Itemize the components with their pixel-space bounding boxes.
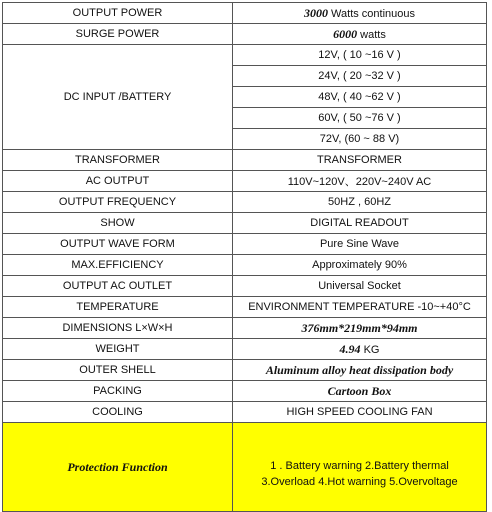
spec-value-outer-shell: Aluminum alloy heat dissipation body [233,360,487,381]
spec-value-ac-output: 110V~120V、220V~240V AC [233,171,487,192]
spec-label-output-power: OUTPUT POWER [3,3,233,24]
table-row [3,276,487,297]
protection-label: Protection Function [3,423,233,512]
spec-value-cooling: HIGH SPEED COOLING FAN [233,402,487,423]
table-row [3,318,487,339]
output-power-number: 3000 [303,5,328,20]
spec-value-dc-60v: 60V, ( 50 ~76 V ) [233,108,487,129]
spec-label-output-frequency: OUTPUT FREQUENCY [3,192,233,213]
table-row [3,192,487,213]
spec-value-transformer: TRANSFORMER [233,150,487,171]
spec-label-weight: WEIGHT [3,339,233,360]
protection-line-1: 1 . Battery warning 2.Battery thermal [270,460,449,472]
weight-number: 4.94 [339,341,361,356]
spec-label-surge-power: SURGE POWER [3,24,233,45]
spec-label-show: SHOW [3,213,233,234]
table-row [3,339,487,360]
spec-value-ac-outlet: Universal Socket [233,276,487,297]
spec-value-output-power [233,3,487,24]
spec-value-dc-24v: 24V, ( 20 ~32 V ) [233,66,487,87]
table-row [3,381,487,402]
spec-value-wave-form: Pure Sine Wave [233,234,487,255]
spec-value-output-frequency: 50HZ , 60HZ [233,192,487,213]
table-row [3,213,487,234]
table-row [3,297,487,318]
table-row [3,360,487,381]
spec-label-outer-shell: OUTER SHELL [3,360,233,381]
protection-line-2: 3.Overload 4.Hot warning 5.Overvoltage [261,476,458,488]
table-row [3,234,487,255]
table-row-protection [3,423,487,512]
spec-value-packing: Cartoon Box [233,381,487,402]
spec-label-cooling: COOLING [3,402,233,423]
spec-value-dc-48v: 48V, ( 40 ~62 V ) [233,87,487,108]
table-row [3,402,487,423]
surge-power-number: 6000 [333,26,358,41]
spec-label-dimensions: DIMENSIONS L×W×H [3,318,233,339]
spec-label-temperature: TEMPERATURE [3,297,233,318]
spec-value-dc-72v: 72V, (60 ~ 88 V) [233,129,487,150]
surge-power-unit: watts [357,28,386,41]
spec-label-packing: PACKING [3,381,233,402]
spec-label-dc-input: DC INPUT /BATTERY [3,45,233,150]
protection-value [233,423,487,512]
spec-label-wave-form: OUTPUT WAVE FORM [3,234,233,255]
spec-table [2,2,487,512]
table-row [3,150,487,171]
spec-label-ac-output: AC OUTPUT [3,171,233,192]
spec-value-surge-power [233,24,487,45]
spec-value-show: DIGITAL READOUT [233,213,487,234]
output-power-unit: Watts continuous [327,7,416,20]
spec-label-max-efficiency: MAX.EFFICIENCY [3,255,233,276]
table-row [3,255,487,276]
weight-unit: KG [360,343,380,356]
spec-value-weight [233,339,487,360]
spec-label-ac-outlet: OUTPUT AC OUTLET [3,276,233,297]
table-row [3,45,487,66]
table-row [3,171,487,192]
spec-value-dc-12v: 12V, ( 10 ~16 V ) [233,45,487,66]
spec-value-max-efficiency: Approximately 90% [233,255,487,276]
table-row [3,3,487,24]
spec-label-transformer: TRANSFORMER [3,150,233,171]
table-row [3,24,487,45]
spec-value-dimensions: 376mm*219mm*94mm [233,318,487,339]
spec-value-temperature: ENVIRONMENT TEMPERATURE -10~+40°C [233,297,487,318]
